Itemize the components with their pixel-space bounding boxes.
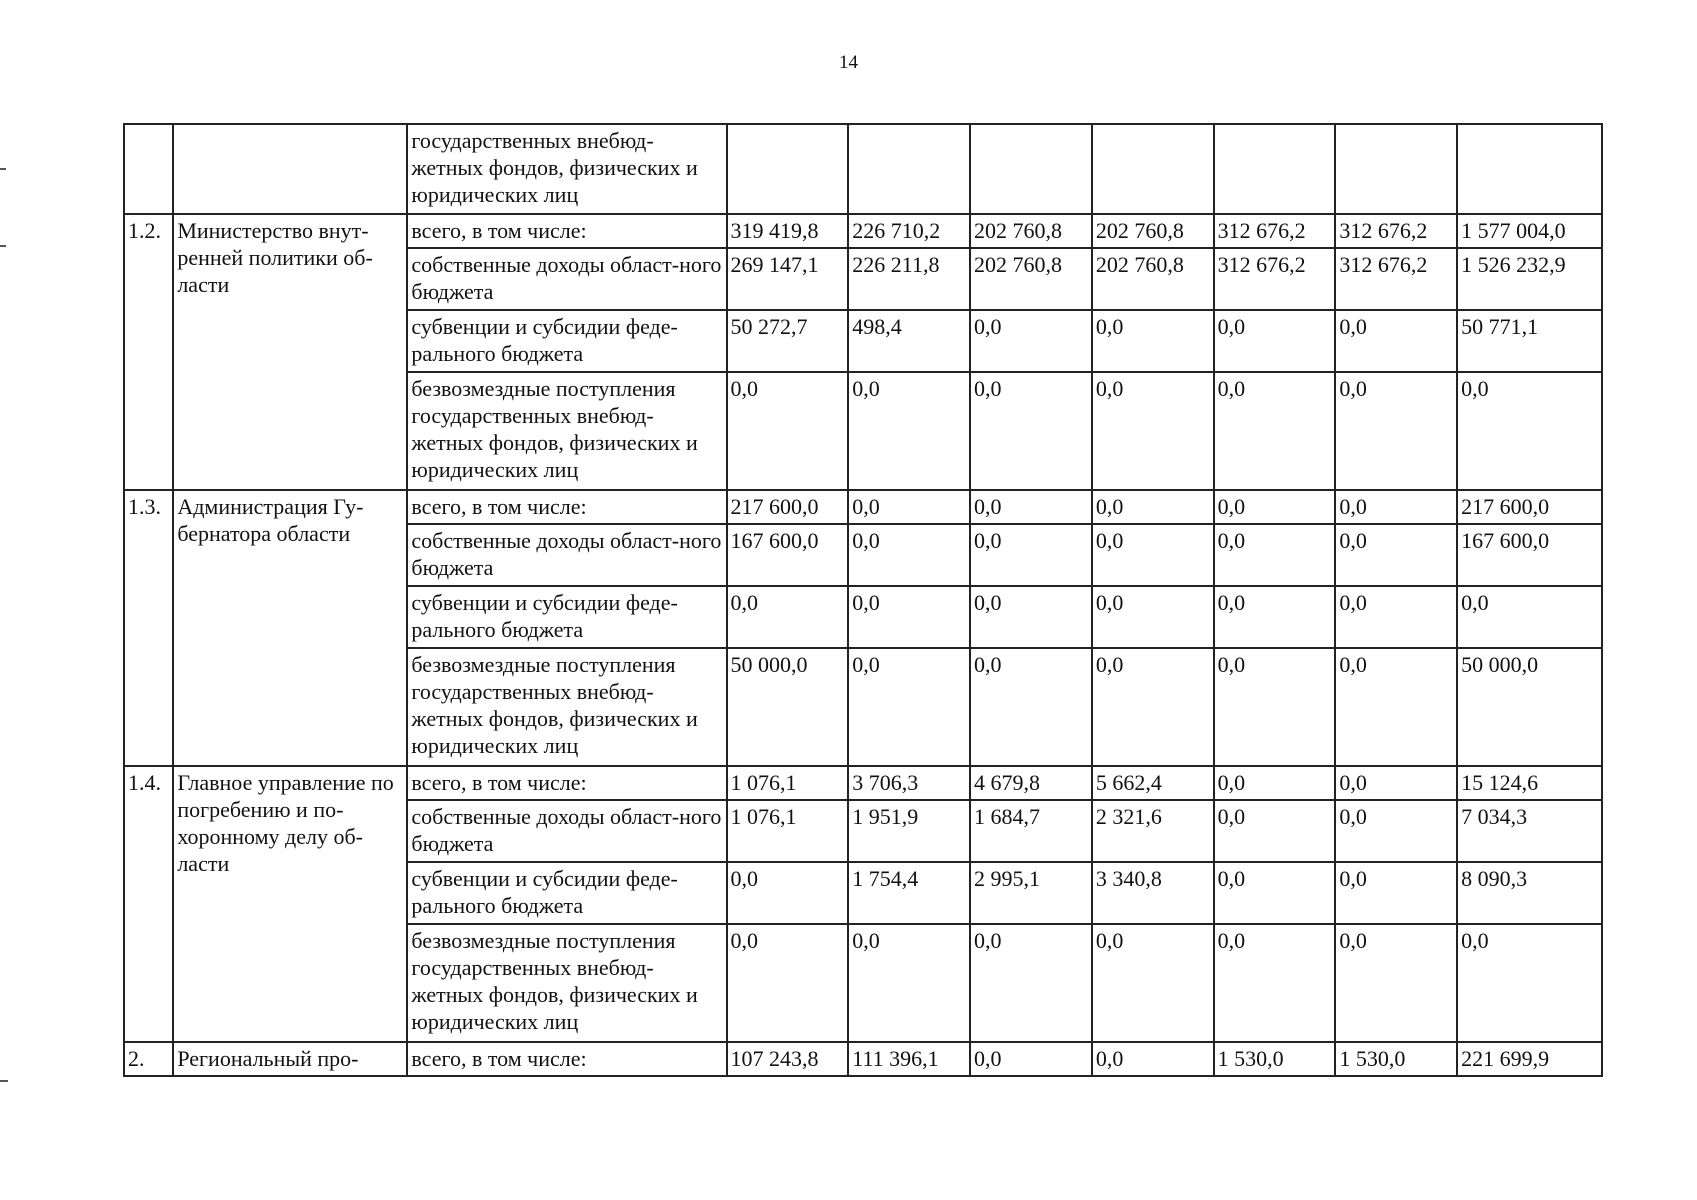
table-body bbox=[124, 124, 1602, 1076]
total-value-cell: 1 526 232,9 bbox=[1457, 248, 1602, 310]
year-value-cell: 1 951,9 bbox=[848, 800, 970, 862]
year-value-cell: 0,0 bbox=[1335, 310, 1457, 372]
year-value-cell: 50 272,7 bbox=[727, 310, 849, 372]
year-value-cell bbox=[848, 124, 970, 214]
funding-source-cell: собственные доходы област-ного бюджета bbox=[407, 248, 726, 310]
year-value-cell: 0,0 bbox=[970, 586, 1092, 648]
year-value-cell: 312 676,2 bbox=[1214, 214, 1336, 248]
year-value-cell: 50 000,0 bbox=[727, 648, 849, 766]
funding-source-cell: безвозмездные поступления государственных внебюд-жетных фондов, физических и юридических лиц bbox=[407, 648, 726, 766]
year-value-cell: 1 754,4 bbox=[848, 862, 970, 924]
total-value-cell: 50 000,0 bbox=[1457, 648, 1602, 766]
funding-source-cell: всего, в том числе: bbox=[407, 214, 726, 248]
table-row bbox=[124, 490, 1602, 524]
year-value-cell: 319 419,8 bbox=[727, 214, 849, 248]
total-value-cell: 0,0 bbox=[1457, 924, 1602, 1042]
year-value-cell: 0,0 bbox=[727, 586, 849, 648]
year-value-cell: 0,0 bbox=[1092, 1042, 1214, 1076]
year-value-cell bbox=[727, 124, 849, 214]
year-value-cell: 0,0 bbox=[1214, 924, 1336, 1042]
executor-cell: Администрация Гу-бернатора области bbox=[173, 490, 407, 766]
year-value-cell: 498,4 bbox=[848, 310, 970, 372]
funding-source-cell: безвозмездные поступления государственных внебюд-жетных фондов, физических и юридических лиц bbox=[407, 924, 726, 1042]
year-value-cell: 0,0 bbox=[1092, 586, 1214, 648]
year-value-cell: 0,0 bbox=[970, 524, 1092, 586]
row-number-cell: 1.4. bbox=[124, 766, 173, 1042]
year-value-cell: 0,0 bbox=[1335, 648, 1457, 766]
year-value-cell: 0,0 bbox=[1214, 586, 1336, 648]
funding-source-cell: всего, в том числе: bbox=[407, 1042, 726, 1076]
year-value-cell: 1 684,7 bbox=[970, 800, 1092, 862]
year-value-cell: 0,0 bbox=[1214, 372, 1336, 490]
executor-cell: Региональный про- bbox=[173, 1042, 407, 1076]
year-value-cell bbox=[1092, 124, 1214, 214]
year-value-cell: 0,0 bbox=[1335, 924, 1457, 1042]
funding-source-cell: субвенции и субсидии феде-рального бюджета bbox=[407, 586, 726, 648]
year-value-cell: 2 321,6 bbox=[1092, 800, 1214, 862]
year-value-cell: 0,0 bbox=[727, 924, 849, 1042]
year-value-cell: 0,0 bbox=[1214, 648, 1336, 766]
page-number: 14 bbox=[839, 52, 858, 73]
year-value-cell: 0,0 bbox=[970, 310, 1092, 372]
year-value-cell: 0,0 bbox=[1335, 862, 1457, 924]
year-value-cell: 0,0 bbox=[848, 924, 970, 1042]
year-value-cell: 312 676,2 bbox=[1214, 248, 1336, 310]
total-value-cell: 7 034,3 bbox=[1457, 800, 1602, 862]
year-value-cell: 111 396,1 bbox=[848, 1042, 970, 1076]
executor-cell: Министерство внут-ренней политики об-ласти bbox=[173, 214, 407, 490]
year-value-cell: 0,0 bbox=[727, 372, 849, 490]
year-value-cell: 0,0 bbox=[970, 372, 1092, 490]
executor-cell bbox=[173, 124, 407, 214]
year-value-cell: 0,0 bbox=[1214, 490, 1336, 524]
row-number-cell bbox=[124, 124, 173, 214]
funding-source-cell: собственные доходы област-ного бюджета bbox=[407, 524, 726, 586]
year-value-cell: 0,0 bbox=[1092, 924, 1214, 1042]
budget-table bbox=[123, 123, 1603, 1077]
year-value-cell: 202 760,8 bbox=[970, 214, 1092, 248]
total-value-cell: 0,0 bbox=[1457, 586, 1602, 648]
year-value-cell bbox=[1335, 124, 1457, 214]
year-value-cell: 0,0 bbox=[1092, 310, 1214, 372]
scan-mark bbox=[0, 168, 6, 170]
year-value-cell: 0,0 bbox=[970, 490, 1092, 524]
funding-source-cell: субвенции и субсидии феде-рального бюджета bbox=[407, 862, 726, 924]
total-value-cell bbox=[1457, 124, 1602, 214]
funding-source-cell: собственные доходы област-ного бюджета bbox=[407, 800, 726, 862]
year-value-cell: 0,0 bbox=[1214, 310, 1336, 372]
executor-cell: Главное управление по погребению и по-хоронному делу об-ласти bbox=[173, 766, 407, 1042]
year-value-cell: 167 600,0 bbox=[727, 524, 849, 586]
year-value-cell: 0,0 bbox=[1214, 800, 1336, 862]
scan-mark bbox=[0, 245, 6, 247]
year-value-cell: 0,0 bbox=[1092, 524, 1214, 586]
funding-source-cell: всего, в том числе: bbox=[407, 490, 726, 524]
year-value-cell: 4 679,8 bbox=[970, 766, 1092, 800]
total-value-cell: 15 124,6 bbox=[1457, 766, 1602, 800]
year-value-cell: 0,0 bbox=[1335, 372, 1457, 490]
year-value-cell: 3 706,3 bbox=[848, 766, 970, 800]
year-value-cell: 0,0 bbox=[848, 372, 970, 490]
year-value-cell bbox=[970, 124, 1092, 214]
year-value-cell: 0,0 bbox=[1214, 862, 1336, 924]
year-value-cell: 202 760,8 bbox=[1092, 248, 1214, 310]
table-row bbox=[124, 1042, 1602, 1076]
year-value-cell: 0,0 bbox=[1214, 524, 1336, 586]
year-value-cell: 0,0 bbox=[848, 524, 970, 586]
table-row bbox=[124, 766, 1602, 800]
funding-source-cell: всего, в том числе: bbox=[407, 766, 726, 800]
total-value-cell: 8 090,3 bbox=[1457, 862, 1602, 924]
year-value-cell: 0,0 bbox=[970, 1042, 1092, 1076]
year-value-cell: 202 760,8 bbox=[970, 248, 1092, 310]
year-value-cell bbox=[1214, 124, 1336, 214]
year-value-cell: 0,0 bbox=[1335, 766, 1457, 800]
year-value-cell: 0,0 bbox=[1092, 372, 1214, 490]
year-value-cell: 0,0 bbox=[848, 490, 970, 524]
row-number-cell: 2. bbox=[124, 1042, 173, 1076]
total-value-cell: 221 699,9 bbox=[1457, 1042, 1602, 1076]
year-value-cell: 0,0 bbox=[970, 648, 1092, 766]
year-value-cell: 3 340,8 bbox=[1092, 862, 1214, 924]
year-value-cell: 0,0 bbox=[1335, 490, 1457, 524]
year-value-cell: 1 076,1 bbox=[727, 766, 849, 800]
total-value-cell: 167 600,0 bbox=[1457, 524, 1602, 586]
total-value-cell: 50 771,1 bbox=[1457, 310, 1602, 372]
year-value-cell: 0,0 bbox=[1092, 490, 1214, 524]
year-value-cell: 0,0 bbox=[970, 924, 1092, 1042]
year-value-cell: 217 600,0 bbox=[727, 490, 849, 524]
year-value-cell: 226 710,2 bbox=[848, 214, 970, 248]
total-value-cell: 0,0 bbox=[1457, 372, 1602, 490]
year-value-cell: 0,0 bbox=[848, 648, 970, 766]
year-value-cell: 1 530,0 bbox=[1335, 1042, 1457, 1076]
year-value-cell: 0,0 bbox=[1214, 766, 1336, 800]
year-value-cell: 269 147,1 bbox=[727, 248, 849, 310]
row-number-cell: 1.3. bbox=[124, 490, 173, 766]
total-value-cell: 1 577 004,0 bbox=[1457, 214, 1602, 248]
funding-source-cell: безвозмездные поступления государственных внебюд-жетных фондов, физических и юридических лиц bbox=[407, 372, 726, 490]
year-value-cell: 5 662,4 bbox=[1092, 766, 1214, 800]
funding-source-cell: субвенции и субсидии феде-рального бюджета bbox=[407, 310, 726, 372]
year-value-cell: 0,0 bbox=[1335, 586, 1457, 648]
funding-source-cell: государственных внебюд-жетных фондов, физических и юридических лиц bbox=[407, 124, 726, 214]
year-value-cell: 2 995,1 bbox=[970, 862, 1092, 924]
year-value-cell: 0,0 bbox=[848, 586, 970, 648]
year-value-cell: 312 676,2 bbox=[1335, 214, 1457, 248]
row-number-cell: 1.2. bbox=[124, 214, 173, 490]
year-value-cell: 0,0 bbox=[1335, 524, 1457, 586]
year-value-cell: 0,0 bbox=[1335, 800, 1457, 862]
year-value-cell: 1 076,1 bbox=[727, 800, 849, 862]
scan-mark bbox=[0, 1080, 8, 1082]
year-value-cell: 1 530,0 bbox=[1214, 1042, 1336, 1076]
year-value-cell: 226 211,8 bbox=[848, 248, 970, 310]
table-row bbox=[124, 214, 1602, 248]
year-value-cell: 0,0 bbox=[727, 862, 849, 924]
total-value-cell: 217 600,0 bbox=[1457, 490, 1602, 524]
year-value-cell: 107 243,8 bbox=[727, 1042, 849, 1076]
year-value-cell: 0,0 bbox=[1092, 648, 1214, 766]
year-value-cell: 202 760,8 bbox=[1092, 214, 1214, 248]
table-row bbox=[124, 124, 1602, 214]
year-value-cell: 312 676,2 bbox=[1335, 248, 1457, 310]
